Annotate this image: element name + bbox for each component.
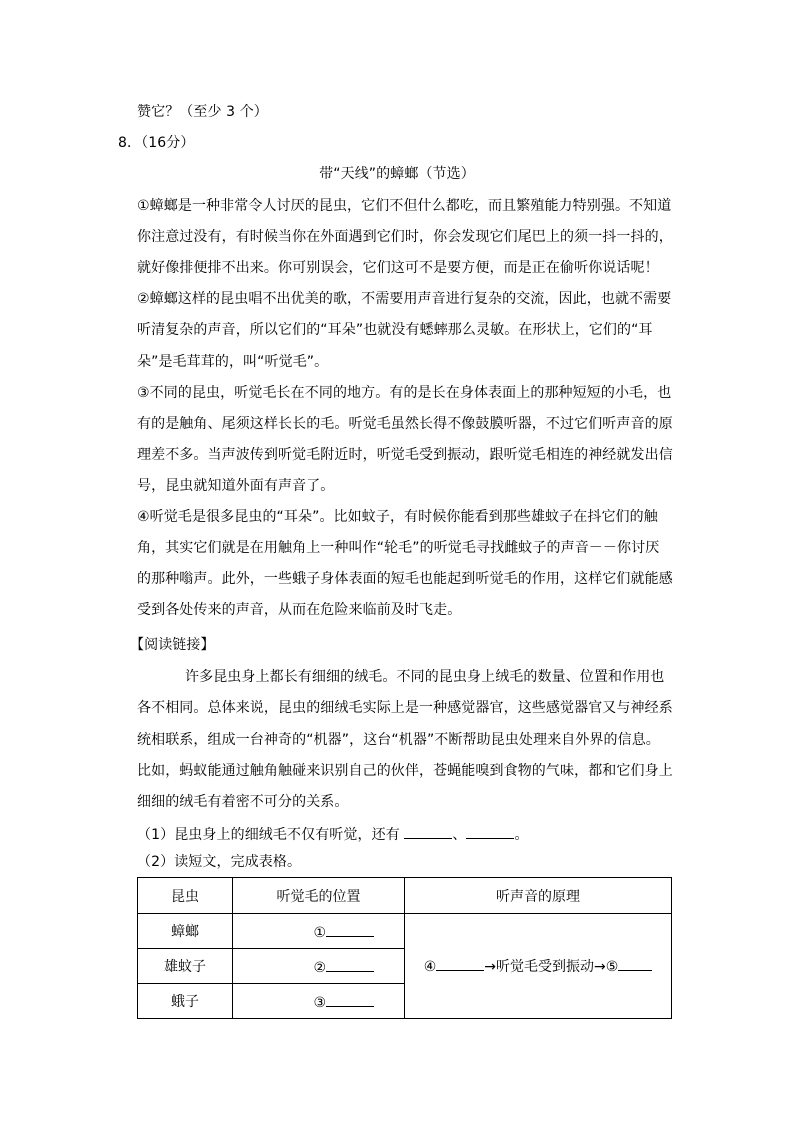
- header-position: 听觉毛的位置: [233, 878, 405, 914]
- answer-blank[interactable]: [618, 956, 652, 971]
- marker: ②: [313, 959, 326, 976]
- reading-link-heading: 【阅读链接】: [130, 637, 215, 653]
- insect-cell: 雄蚊子: [138, 949, 233, 984]
- position-cell[interactable]: [233, 984, 405, 1019]
- marker-5: ⑤: [605, 959, 619, 975]
- reading-link-line: 统相联系，组成一台神奇的“机器”，这台“机器”不断帮助昆虫处理来自外界的信息。: [137, 731, 660, 748]
- sub-question-2: （2）读短文，完成表格。: [137, 854, 302, 870]
- passage-line: 朵”是毛茸茸的，叫“听觉毛”。: [137, 353, 329, 370]
- answer-blank[interactable]: [466, 824, 514, 839]
- marker: ③: [313, 994, 326, 1011]
- passage-title: 带“天线”的蟑螂（节选）: [319, 166, 475, 182]
- answer-table: [137, 877, 672, 1019]
- passage-line: 的那种嗡声。此外，一些蛾子身体表面的短毛也能起到听觉毛的作用，这样它们就能感: [137, 571, 673, 588]
- answer-blank[interactable]: [404, 824, 452, 839]
- marker-4: ④: [423, 959, 437, 975]
- end-punct: 。: [514, 827, 529, 843]
- reading-link-line: 比如，蚂蚁能通过触角触碰来识别自己的伙伴，苍蝇能嗅到食物的气味，都和它们身上: [137, 762, 673, 779]
- sub-question-1: [137, 824, 529, 844]
- answer-blank[interactable]: [326, 957, 374, 972]
- passage-line: ④听觉毛是很多昆虫的“耳朵”。比如蚊子，有时候你能看到那些雄蚊子在抖它们的触: [137, 509, 658, 525]
- header-insect: 昆虫: [138, 878, 233, 914]
- answer-blank[interactable]: [436, 956, 484, 971]
- passage-line: 角，其实它们就是在用触角上一种叫作“轮毛”的听觉毛寻找雌蚊子的声音－－你讨厌: [137, 540, 660, 557]
- principle-cell[interactable]: [405, 914, 672, 1019]
- answer-blank[interactable]: [326, 992, 374, 1007]
- passage-line: ①蟑螂是一种非常令人讨厌的昆虫，它们不但什么都吃，而且繁殖能力特别强。不知道: [137, 198, 672, 214]
- answer-blank[interactable]: [326, 922, 374, 937]
- passage-line: 有的是触角、尾须这样长长的毛。听觉毛虽然长得不像鼓膜听器，不过它们听声音的原: [137, 415, 673, 432]
- question-number: 8．（16分）: [118, 135, 195, 151]
- prev-question-tail: 赞它？（至少 3 个）: [137, 104, 268, 120]
- insect-cell: 蟑螂: [138, 914, 233, 949]
- passage-line: 受到各处传来的声音，从而在危险来临前及时飞走。: [137, 602, 462, 619]
- passage-line: 听清复杂的声音，所以它们的“耳朵”也就没有蟋蟀那么灵敏。在形状上，它们的“耳: [137, 322, 653, 339]
- position-cell[interactable]: [233, 914, 405, 949]
- principle-middle: →听觉毛受到振动→: [484, 959, 606, 975]
- passage-line: ②蟑螂这样的昆虫唱不出优美的歌，不需要用声音进行复杂的交流，因此，也就不需要: [137, 291, 672, 308]
- header-principle: 听声音的原理: [405, 878, 672, 914]
- passage-line: 理差不多。当声波传到听觉毛附近时，听觉毛受到振动，跟听觉毛相连的神经就发出信: [137, 446, 673, 463]
- reading-link-line: 各不相同。总体来说，昆虫的细绒毛实际上是一种感觉器官，这些感觉器官又与神经系: [137, 700, 673, 717]
- insect-cell: 蛾子: [138, 984, 233, 1019]
- passage-line: 号，昆虫就知道外面有声音了。: [137, 477, 335, 494]
- passage-line: ③不同的昆虫，听觉毛长在不同的地方。有的是长在身体表面上的那种短短的小毛，也: [137, 384, 672, 401]
- reading-link-line: 许多昆虫身上都长有细细的绒毛。不同的昆虫身上绒毛的数量、位置和作用也: [185, 669, 665, 685]
- reading-link-line: 细细的绒毛有着密不可分的关系。: [137, 794, 349, 811]
- marker: ①: [313, 924, 326, 941]
- position-cell[interactable]: [233, 949, 405, 984]
- passage-line: 你注意过没有，有时候当你在外面遇到它们时，你会发现它们尾巴上的须一抖一抖的，: [137, 229, 673, 246]
- passage-line: 就好像排便排不出来。你可别误会，它们这可不是要方便，而是正在偷听你说话呢！: [137, 260, 659, 277]
- sub-question-1-text: （1）昆虫身上的细绒毛不仅有听觉，还有: [137, 827, 400, 843]
- separator: 、: [452, 827, 467, 843]
